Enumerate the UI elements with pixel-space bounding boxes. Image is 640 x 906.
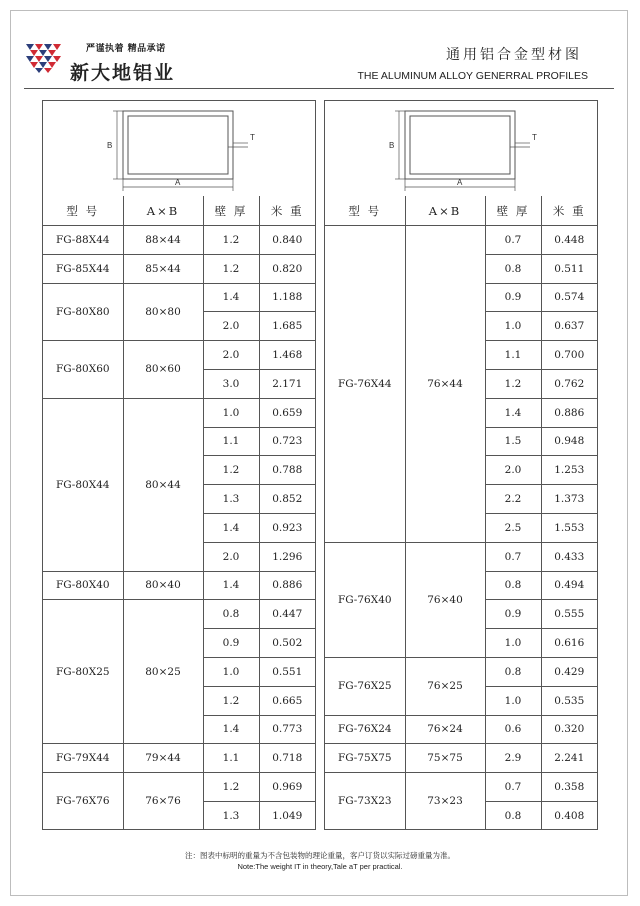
- footer-note-en: Note:The weight IT in theory,Tale aT per practical.: [237, 862, 403, 871]
- weight-cell: 0.820: [259, 254, 315, 283]
- wall-cell: 2.9: [485, 744, 541, 773]
- header-divider: [24, 88, 614, 89]
- weight-cell: 0.320: [541, 715, 597, 744]
- model-cell: FG-80X80: [43, 283, 123, 341]
- weight-cell: 0.773: [259, 715, 315, 744]
- weight-cell: 0.723: [259, 427, 315, 456]
- table-row: [43, 571, 315, 600]
- weight-cell: 1.553: [541, 513, 597, 542]
- col-header-model: 型 号: [43, 196, 123, 226]
- wall-cell: 1.1: [485, 341, 541, 370]
- model-cell: FG-88X44: [43, 226, 123, 255]
- wall-cell: 1.4: [485, 398, 541, 427]
- table-row: [325, 744, 597, 773]
- wall-cell: 2.0: [485, 456, 541, 485]
- wall-cell: 1.2: [203, 226, 259, 255]
- wall-cell: 1.3: [203, 485, 259, 514]
- wall-cell: 1.0: [203, 657, 259, 686]
- weight-cell: 0.948: [541, 427, 597, 456]
- wall-cell: 1.2: [203, 456, 259, 485]
- table-row: [43, 600, 315, 629]
- wall-cell: 1.5: [485, 427, 541, 456]
- wall-cell: 0.7: [485, 773, 541, 802]
- weight-cell: 0.852: [259, 485, 315, 514]
- axb-cell: 80×60: [123, 341, 203, 399]
- model-cell: FG-80X40: [43, 571, 123, 600]
- wall-cell: 1.4: [203, 283, 259, 312]
- weight-cell: 0.659: [259, 398, 315, 427]
- model-cell: FG-80X44: [43, 398, 123, 571]
- weight-cell: 1.685: [259, 312, 315, 341]
- left-spec-table: [43, 196, 315, 830]
- model-cell: FG-80X25: [43, 600, 123, 744]
- weight-cell: 0.574: [541, 283, 597, 312]
- axb-cell: 76×25: [405, 657, 485, 715]
- wall-cell: 1.0: [485, 312, 541, 341]
- axb-cell: 80×25: [123, 600, 203, 744]
- col-header-wall: 壁 厚: [203, 196, 259, 226]
- diagram-label-b: B: [389, 141, 395, 150]
- table-row: [325, 542, 597, 571]
- table-row: [43, 254, 315, 283]
- page-title-cn: 通用铝合金型材图: [446, 47, 582, 63]
- diagram-label-b: B: [107, 141, 113, 150]
- left-panel: [42, 100, 316, 830]
- wall-cell: 2.0: [203, 542, 259, 571]
- weight-cell: 0.358: [541, 773, 597, 802]
- wall-cell: 1.2: [203, 773, 259, 802]
- weight-cell: 0.788: [259, 456, 315, 485]
- col-header-axb: A×B: [123, 196, 203, 226]
- profile-diagram: [43, 101, 315, 196]
- weight-cell: 0.408: [541, 801, 597, 829]
- table-row: [43, 283, 315, 312]
- model-cell: FG-80X60: [43, 341, 123, 399]
- wall-cell: 0.6: [485, 715, 541, 744]
- weight-cell: 0.637: [541, 312, 597, 341]
- weight-cell: 0.502: [259, 629, 315, 658]
- wall-cell: 0.8: [485, 801, 541, 829]
- diagram-label-t: T: [532, 133, 537, 142]
- wall-cell: 1.1: [203, 427, 259, 456]
- wall-cell: 0.7: [485, 226, 541, 255]
- wall-cell: 2.0: [203, 341, 259, 370]
- axb-cell: 75×75: [405, 744, 485, 773]
- weight-cell: 1.049: [259, 801, 315, 829]
- wall-cell: 1.2: [485, 369, 541, 398]
- weight-cell: 0.555: [541, 600, 597, 629]
- table-row: [325, 657, 597, 686]
- wall-cell: 0.8: [203, 600, 259, 629]
- weight-cell: 1.253: [541, 456, 597, 485]
- table-row: [43, 744, 315, 773]
- col-header-weight: 米 重: [259, 196, 315, 226]
- diagram-label-t: T: [250, 133, 255, 142]
- weight-cell: 0.886: [541, 398, 597, 427]
- diagram-label-a: A: [175, 178, 181, 187]
- axb-cell: 79×44: [123, 744, 203, 773]
- table-row: [43, 341, 315, 370]
- model-cell: FG-76X44: [325, 226, 405, 543]
- wall-cell: 0.8: [485, 254, 541, 283]
- wall-cell: 1.0: [203, 398, 259, 427]
- wall-cell: 2.2: [485, 485, 541, 514]
- weight-cell: 0.762: [541, 369, 597, 398]
- wall-cell: 3.0: [203, 369, 259, 398]
- wall-cell: 1.3: [203, 801, 259, 829]
- weight-cell: 1.373: [541, 485, 597, 514]
- page-title-en: THE ALUMINUM ALLOY GENERRAL PROFILES: [357, 70, 588, 82]
- axb-cell: 76×24: [405, 715, 485, 744]
- weight-cell: 1.468: [259, 341, 315, 370]
- col-header-weight: 米 重: [541, 196, 597, 226]
- company-name: 新大地铝业: [70, 62, 176, 84]
- weight-cell: 1.296: [259, 542, 315, 571]
- col-header-wall: 壁 厚: [485, 196, 541, 226]
- weight-cell: 0.718: [259, 744, 315, 773]
- weight-cell: 2.171: [259, 369, 315, 398]
- model-cell: FG-79X44: [43, 744, 123, 773]
- model-cell: FG-85X44: [43, 254, 123, 283]
- wall-cell: 1.2: [203, 686, 259, 715]
- table-row: [325, 226, 597, 255]
- diagram-label-a: A: [457, 178, 463, 187]
- table-row: [43, 226, 315, 255]
- axb-cell: 73×23: [405, 773, 485, 830]
- col-header-axb: A×B: [405, 196, 485, 226]
- axb-cell: 85×44: [123, 254, 203, 283]
- wall-cell: 2.5: [485, 513, 541, 542]
- wall-cell: 1.4: [203, 513, 259, 542]
- weight-cell: 0.551: [259, 657, 315, 686]
- slogan: 严谨执着 精品承诺: [86, 44, 166, 54]
- wall-cell: 0.8: [485, 571, 541, 600]
- company-logo: [24, 42, 64, 74]
- table-row: [325, 773, 597, 802]
- weight-cell: 0.448: [541, 226, 597, 255]
- weight-cell: 0.447: [259, 600, 315, 629]
- weight-cell: 2.241: [541, 744, 597, 773]
- wall-cell: 1.0: [485, 629, 541, 658]
- wall-cell: 0.9: [203, 629, 259, 658]
- axb-cell: 76×76: [123, 773, 203, 830]
- weight-cell: 1.188: [259, 283, 315, 312]
- model-cell: FG-76X24: [325, 715, 405, 744]
- wall-cell: 0.9: [485, 283, 541, 312]
- right-panel: [324, 100, 598, 830]
- weight-cell: 0.616: [541, 629, 597, 658]
- model-cell: FG-73X23: [325, 773, 405, 830]
- col-header-model: 型 号: [325, 196, 405, 226]
- axb-cell: 88×44: [123, 226, 203, 255]
- profile-diagram: [325, 101, 597, 196]
- weight-cell: 0.511: [541, 254, 597, 283]
- axb-cell: 76×40: [405, 542, 485, 657]
- wall-cell: 0.7: [485, 542, 541, 571]
- axb-cell: 80×40: [123, 571, 203, 600]
- weight-cell: 0.665: [259, 686, 315, 715]
- weight-cell: 0.700: [541, 341, 597, 370]
- axb-cell: 76×44: [405, 226, 485, 543]
- table-row: [43, 773, 315, 802]
- weight-cell: 0.969: [259, 773, 315, 802]
- weight-cell: 0.886: [259, 571, 315, 600]
- wall-cell: 2.0: [203, 312, 259, 341]
- wall-cell: 1.0: [485, 686, 541, 715]
- wall-cell: 0.8: [485, 657, 541, 686]
- weight-cell: 0.923: [259, 513, 315, 542]
- weight-cell: 0.433: [541, 542, 597, 571]
- wall-cell: 1.4: [203, 571, 259, 600]
- model-cell: FG-75X75: [325, 744, 405, 773]
- weight-cell: 0.535: [541, 686, 597, 715]
- weight-cell: 0.429: [541, 657, 597, 686]
- table-row: [43, 398, 315, 427]
- footer-note-cn: 注：图表中标明的重量为不含包装物的理论重量，客户订货以实际过磅重量为准。: [185, 851, 455, 860]
- table-row: [325, 715, 597, 744]
- axb-cell: 80×44: [123, 398, 203, 571]
- axb-cell: 80×80: [123, 283, 203, 341]
- weight-cell: 0.494: [541, 571, 597, 600]
- wall-cell: 1.2: [203, 254, 259, 283]
- model-cell: FG-76X76: [43, 773, 123, 830]
- weight-cell: 0.840: [259, 226, 315, 255]
- model-cell: FG-76X25: [325, 657, 405, 715]
- model-cell: FG-76X40: [325, 542, 405, 657]
- wall-cell: 0.9: [485, 600, 541, 629]
- right-spec-table: [325, 196, 597, 830]
- wall-cell: 1.1: [203, 744, 259, 773]
- wall-cell: 1.4: [203, 715, 259, 744]
